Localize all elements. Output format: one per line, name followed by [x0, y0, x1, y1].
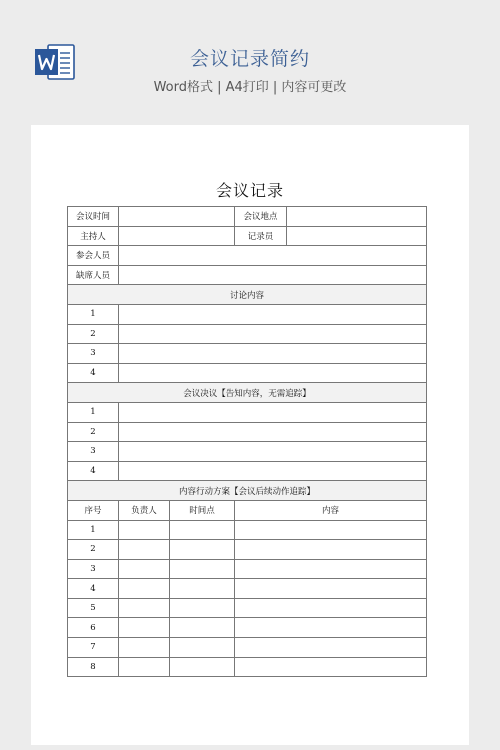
time-cell[interactable]	[170, 657, 235, 677]
owner-cell[interactable]	[119, 520, 170, 540]
owner-cell[interactable]	[119, 618, 170, 638]
row-number: 3	[68, 344, 119, 364]
action-plan-row	[68, 540, 427, 560]
time-cell[interactable]	[170, 638, 235, 658]
content-cell[interactable]	[235, 520, 427, 540]
attendees-value[interactable]	[119, 246, 427, 266]
action-plan-row	[68, 598, 427, 618]
time-cell[interactable]	[170, 540, 235, 560]
content-cell[interactable]	[235, 598, 427, 618]
owner-cell[interactable]	[119, 540, 170, 560]
row-number: 1	[68, 402, 119, 422]
content-cell[interactable]	[235, 618, 427, 638]
row-number: 4	[68, 579, 119, 599]
row-number: 4	[68, 363, 119, 383]
discussion-content-cell[interactable]	[119, 344, 427, 364]
column-header-content: 内容	[235, 500, 427, 520]
time-cell[interactable]	[170, 618, 235, 638]
document-page	[31, 125, 469, 745]
row-number: 2	[68, 540, 119, 560]
info-row-time-place	[68, 207, 427, 227]
action-plan-row	[68, 579, 427, 599]
discussion-content-cell[interactable]	[119, 324, 427, 344]
column-header-number: 序号	[68, 500, 119, 520]
section-action-plan	[68, 481, 427, 501]
action-plan-row	[68, 559, 427, 579]
recorder-value[interactable]	[287, 226, 427, 246]
recorder-label: 记录员	[235, 226, 287, 246]
banner-title: 会议记录简约	[189, 48, 310, 70]
content-cell[interactable]	[235, 657, 427, 677]
banner	[0, 0, 500, 120]
action-plan-row	[68, 520, 427, 540]
content-cell[interactable]	[235, 579, 427, 599]
row-number: 8	[68, 657, 119, 677]
owner-cell[interactable]	[119, 638, 170, 658]
discussion-row	[68, 344, 427, 364]
row-number: 6	[68, 618, 119, 638]
document-title: 会议记录	[215, 181, 284, 200]
banner-subtitle: Word格式 | A4打印 | 内容可更改	[153, 80, 347, 95]
info-row-absentees	[68, 265, 427, 285]
time-cell[interactable]	[170, 520, 235, 540]
resolution-content-cell[interactable]	[119, 422, 427, 442]
absentees-value[interactable]	[119, 265, 427, 285]
row-number: 4	[68, 461, 119, 481]
action-plan-header-row	[68, 500, 427, 520]
resolution-content-cell[interactable]	[119, 442, 427, 462]
info-row-attendees	[68, 246, 427, 266]
owner-cell[interactable]	[119, 598, 170, 618]
host-value[interactable]	[119, 226, 235, 246]
meeting-record-form	[67, 206, 427, 677]
action-plan-row	[68, 638, 427, 658]
action-plan-row	[68, 657, 427, 677]
row-number: 5	[68, 598, 119, 618]
discussion-content-cell[interactable]	[119, 304, 427, 324]
discussion-heading: 讨论内容	[68, 285, 427, 305]
resolution-row	[68, 442, 427, 462]
absentees-label: 缺席人员	[68, 265, 119, 285]
action-plan-row	[68, 618, 427, 638]
resolution-row	[68, 461, 427, 481]
time-cell[interactable]	[170, 559, 235, 579]
attendees-label: 参会人员	[68, 246, 119, 266]
row-number: 7	[68, 638, 119, 658]
row-number: 3	[68, 559, 119, 579]
place-value[interactable]	[287, 207, 427, 227]
owner-cell[interactable]	[119, 559, 170, 579]
column-header-owner: 负责人	[119, 500, 170, 520]
section-discussion	[68, 285, 427, 305]
row-number: 2	[68, 324, 119, 344]
resolution-row	[68, 422, 427, 442]
resolution-heading: 会议决议【告知内容，无需追踪】	[68, 383, 427, 403]
info-row-host-recorder	[68, 226, 427, 246]
resolution-row	[68, 402, 427, 422]
row-number: 1	[68, 520, 119, 540]
owner-cell[interactable]	[119, 579, 170, 599]
discussion-content-cell[interactable]	[119, 363, 427, 383]
time-value[interactable]	[119, 207, 235, 227]
host-label: 主持人	[68, 226, 119, 246]
section-resolution	[68, 383, 427, 403]
action-plan-heading: 内容行动方案【会议后续动作追踪】	[68, 481, 427, 501]
content-cell[interactable]	[235, 638, 427, 658]
discussion-row	[68, 363, 427, 383]
row-number: 2	[68, 422, 119, 442]
row-number: 1	[68, 304, 119, 324]
resolution-content-cell[interactable]	[119, 402, 427, 422]
owner-cell[interactable]	[119, 657, 170, 677]
column-header-time: 时间点	[170, 500, 235, 520]
place-label: 会议地点	[235, 207, 287, 227]
time-label: 会议时间	[68, 207, 119, 227]
resolution-content-cell[interactable]	[119, 461, 427, 481]
time-cell[interactable]	[170, 598, 235, 618]
discussion-row	[68, 324, 427, 344]
content-cell[interactable]	[235, 559, 427, 579]
time-cell[interactable]	[170, 579, 235, 599]
content-cell[interactable]	[235, 540, 427, 560]
row-number: 3	[68, 442, 119, 462]
discussion-row	[68, 304, 427, 324]
